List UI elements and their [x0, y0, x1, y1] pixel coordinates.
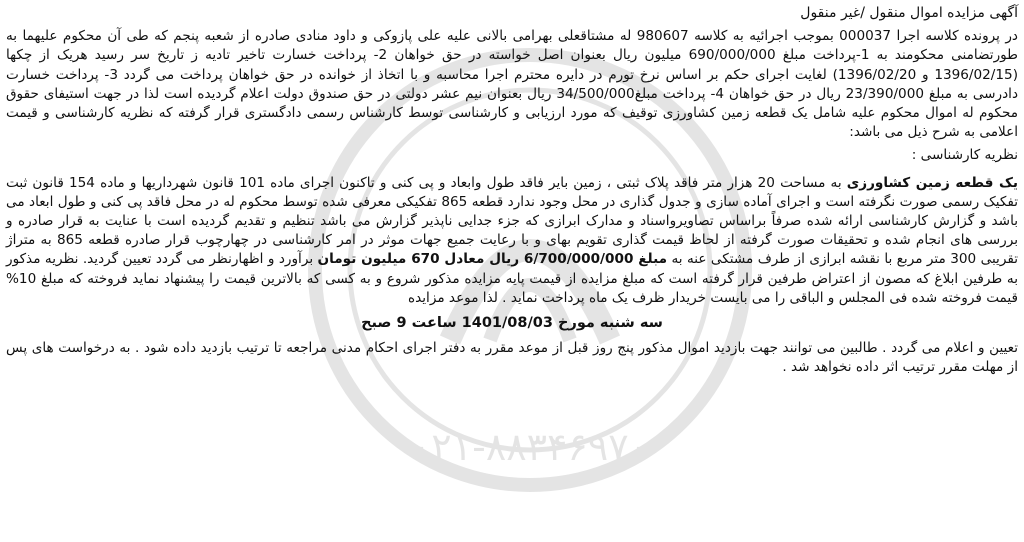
property-title: یک قطعه زمین کشاورزی [846, 174, 1018, 191]
property-description: به مساحت 20 هزار متر فاقد پلاک ثبتی ، زمین بایر فاقد طول وابعاد و پی کنی و تاکنون اجرای ماده 101 قانون شهرداریها و ماده 154 قانون ثبت تفکیک رسمی صورت نگرفته است و اجرای آماده سازی و جدول گذاری در محل وجود ندارد قطعه 865 تفکیکی معرفی شده توسط محکوم له در محل فاقد پی کنی و طول ابعاد می باشد و گزارش کارشناسی ارائه شده صرفاً براساس تصاویرواسناد و مدارک ابرازی که جزء جدایی ناپذیر گزارش می باشد تنظیم و تقدیم گردیده است با عنایت به قرار صادره و بررسی های انجام شده و تحقیقات صورت گرفته از لحاظ قیمت گذاری تقویم بهای و با رعایت جمیع جهات موثر در امر کارشناسی در چهارچوب قرار صادره قطعه 865 به متراژ تقریبی 300 متر مربع با نقشه ابرازی از طرف مشتکی عنه به [6, 174, 1018, 268]
auction-date: سه شنبه مورخ 1401/08/03 ساعت 9 صبح [361, 315, 663, 332]
watermark-phone: ۰۲۱-۸۸۳۴۶۹۷۰ [410, 425, 650, 469]
auction-notice [6, 4, 1018, 378]
appraised-amount: مبلغ 6/700/000/000 ریال معادل 670 میلیون تومان [317, 251, 668, 268]
notice-title: آگهی مزایده اموال منقول /غیر منقول [800, 5, 1018, 21]
closing-paragraph: تعیین و اعلام می گردد . طالبین می توانند جهت بازدید اموال مذکور پنج روز قبل از موعد مقرر به دفتر اجرای احکام مدنی مراجعه تا ترتیب بازدید داده شود . به درخواست های پس از مهلت مقرر ترتیب اثر داده نخواهد شد . [6, 340, 1018, 376]
expert-opinion-heading: نظریه کارشناسی : [911, 147, 1018, 164]
case-paragraph: در پرونده کلاسه اجرا 000037 بموجب اجرائیه به کلاسه 980607 له مشتاقعلی بهرامی بالانی علیه علی پازوکی و داود منادی صادره از شعبه پنجم که طی آن محکوم علیهما به طورتضامنی محکومند به 1-پرداخت مبلغ 690/000/000 میلیون ریال بعنوان اصل خواسته در حق خواهان 2- پرداخت خسارت تاخیر تادیه ز تاریخ سر رسید هریک از چکها (1396/02/15 و 1396/02/20) لغایت اجرای حکم بر اساس نرخ تورم در دایره محترم اجرا محاسبه و با اتخاذ از خوانده در حق خواهان پرداخت می گردد 3- پرداخت خسارت دادرسی به مبلغ 23/390/000 ریال در حق خواهان 4- پرداخت مبلغ34/500/000 ریال بعنوان نیم عشر دولتی در حق صندوق دولت اعلام گردیده است لذا در جهت استیفای حقوق محکوم له اموال محکوم علیه شامل یک قطعه زمین کشاورزی توقیف که مورد ارزیابی و کارشناسی توسط کارشناس رسمی دادگستری قرار گرفته که نظریه کارشناسی و قیمت اعلامی به شرح ذیل می باشد: [6, 28, 1018, 141]
auction-terms: برآورد و اظهارنظر می گردد تعیین گردید. نظریه مذکور به طرفین ابلاغ که مصون از اعتراض طرفین قرار گرفته است که مبلغ مزایده از قیمت پایه مزایده مذکور شروع و به کسی که بالاترین قیمت را پیشنهاد نماید فروخته که مبلغ 10% قیمت فروخته شده فی المجلس و الباقی را می بایست خریدار ظرف یک ماه پرداخت نماید . لذا موعد مزایده [6, 251, 1018, 306]
expert-opinion-paragraph [6, 174, 1018, 308]
